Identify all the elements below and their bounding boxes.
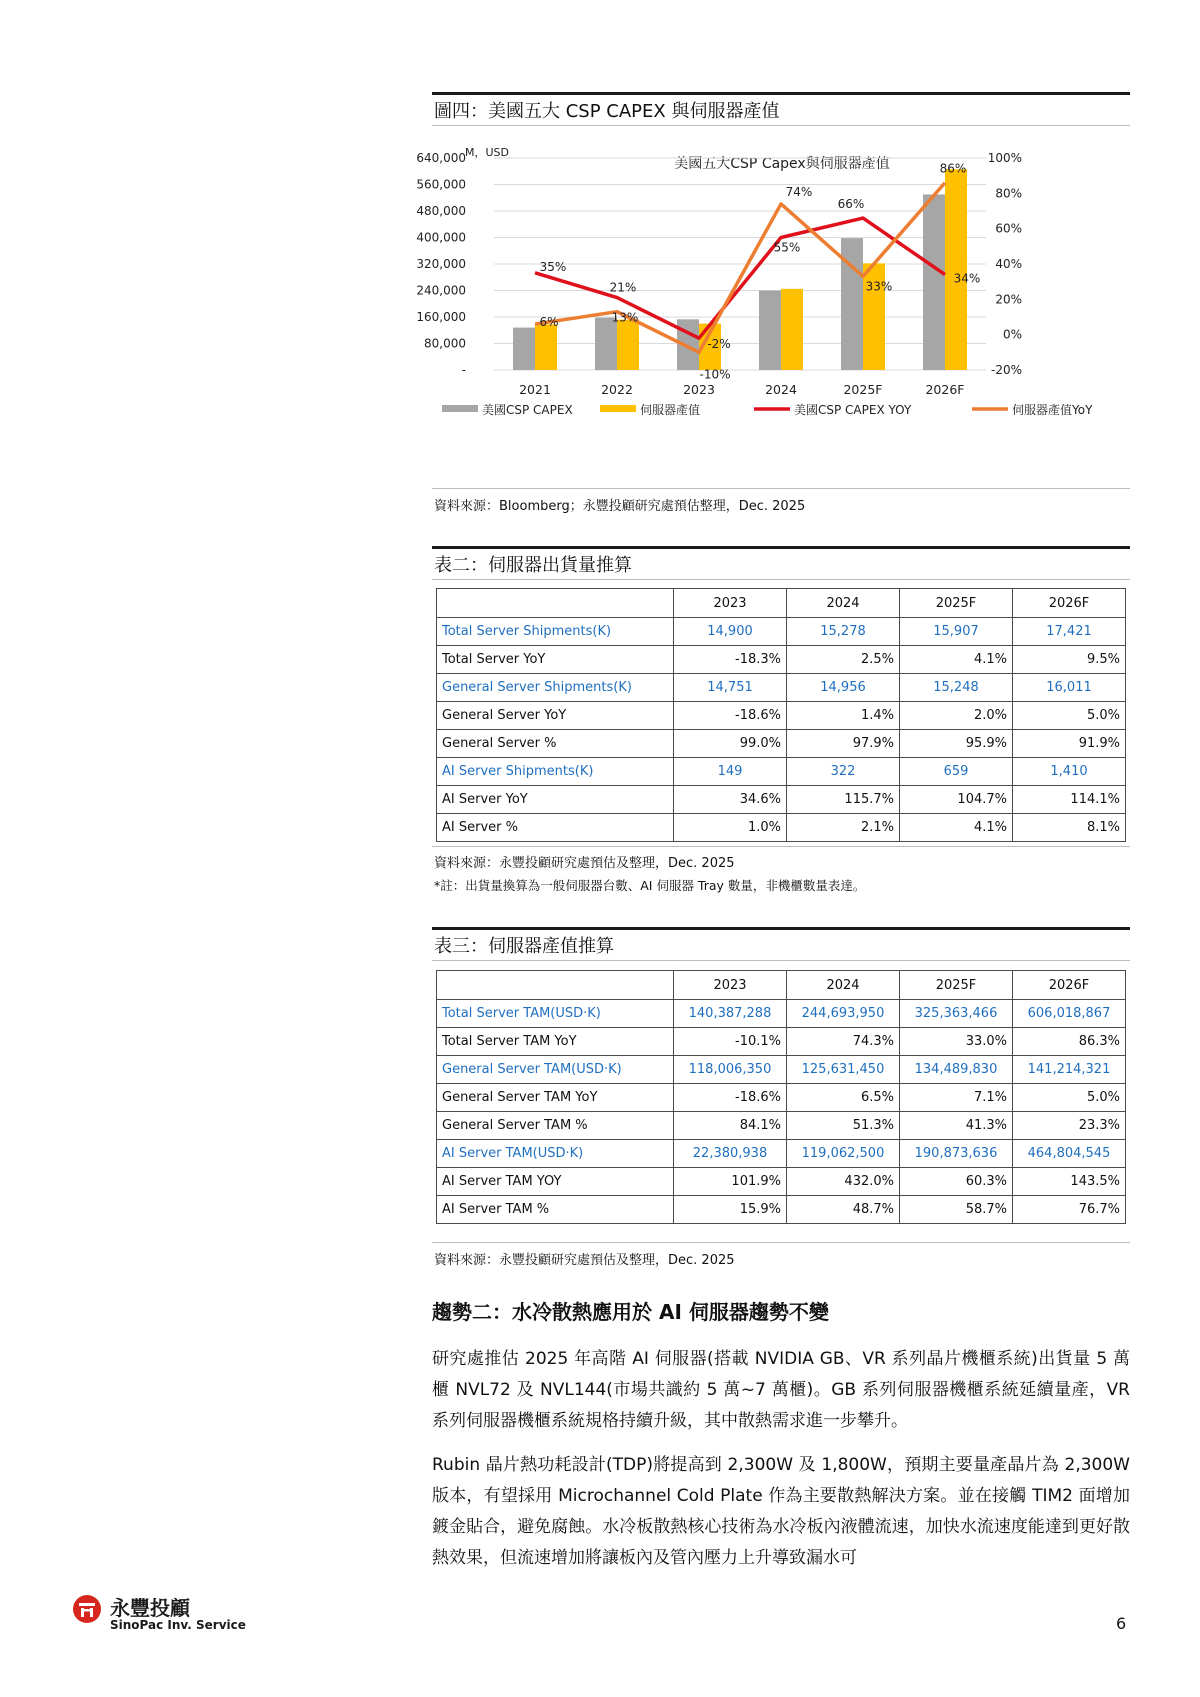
legend-label: 伺服器產值 <box>640 403 701 417</box>
body-paragraph-1: 研究處推估 2025 年高階 AI 伺服器(搭載 NVIDIA GB、VR 系列晶片機櫃系統)出貨量 5 萬櫃 NVL72 及 NVL144(市場共識約 5 萬~7 萬櫃)。GB 系列伺服器機櫃系統延續量產，VR 系列伺服器機櫃系統規格持續升級，其中散熱需求進一步攀升。 <box>432 1349 1130 1431</box>
table-cell: 1,410 <box>1013 758 1126 786</box>
table-cell: -18.3% <box>674 646 787 674</box>
table-row <box>437 1112 1126 1140</box>
table-cell: -10.1% <box>674 1028 787 1056</box>
row-label: General Server TAM(USD‧K) <box>437 1056 674 1084</box>
table-header-row <box>437 971 1126 1000</box>
x-category-label: 2025F <box>843 382 883 397</box>
table-cell: 325,363,466 <box>900 1000 1013 1028</box>
capex-bar <box>923 194 945 370</box>
table-row <box>437 786 1126 814</box>
table-cell: 5.0% <box>1013 1084 1126 1112</box>
data-label: 74% <box>785 184 813 199</box>
capex-server-chart <box>416 134 1130 474</box>
chart-left-axis-unit: M，USD <box>465 146 509 159</box>
data-label: 6% <box>539 315 559 330</box>
table-cell: 17,421 <box>1013 618 1126 646</box>
row-label: AI Server YoY <box>437 786 674 814</box>
table-cell: 6.5% <box>787 1084 900 1112</box>
table-cell: 659 <box>900 758 1013 786</box>
data-label: 35% <box>539 259 567 274</box>
server-shipments-table <box>436 588 1126 842</box>
capex-bar <box>759 291 781 371</box>
table-row <box>437 1028 1126 1056</box>
right-tick-label: 60% <box>995 221 1022 236</box>
table-cell: 48.7% <box>787 1196 900 1224</box>
table-cell: 118,006,350 <box>674 1056 787 1084</box>
legend-label: 美國CSP CAPEX YOY <box>794 403 912 417</box>
column-header <box>437 971 674 1000</box>
row-label: AI Server % <box>437 814 674 842</box>
table-row <box>437 702 1126 730</box>
right-tick-label: -20% <box>990 363 1022 377</box>
table-cell: 22,380,938 <box>674 1140 787 1168</box>
row-label: General Server YoY <box>437 702 674 730</box>
server-value-bar <box>945 169 967 370</box>
table-row <box>437 646 1126 674</box>
table-cell: 140,387,288 <box>674 1000 787 1028</box>
table-cell: 143.5% <box>1013 1168 1126 1196</box>
table-cell: 134,489,830 <box>900 1056 1013 1084</box>
server-value-bar <box>535 324 557 370</box>
table-cell: 16,011 <box>1013 674 1126 702</box>
chart-right-axis <box>988 151 1022 377</box>
data-label: 34% <box>953 271 981 286</box>
capex-bar <box>595 318 617 370</box>
table-cell: -18.6% <box>674 1084 787 1112</box>
table-cell: 14,751 <box>674 674 787 702</box>
capex-bar <box>513 328 535 370</box>
left-tick-label: 640,000 <box>416 151 466 165</box>
table-cell: 15.9% <box>674 1196 787 1224</box>
table-cell: -18.6% <box>674 702 787 730</box>
column-header <box>437 589 674 618</box>
logo-english-name: SinoPac Inv. Service <box>110 1618 246 1632</box>
table-cell: 91.9% <box>1013 730 1126 758</box>
x-category-label: 2026F <box>925 382 965 397</box>
table-cell: 244,693,950 <box>787 1000 900 1028</box>
company-logo <box>72 1592 272 1636</box>
column-header: 2025F <box>900 589 1013 618</box>
legend-swatch <box>442 405 478 412</box>
legend-label: 美國CSP CAPEX <box>482 403 573 417</box>
table-cell: 58.7% <box>900 1196 1013 1224</box>
table-cell: 432.0% <box>787 1168 900 1196</box>
column-header: 2026F <box>1013 971 1126 1000</box>
table-cell: 15,278 <box>787 618 900 646</box>
figure4-caption: 圖四：美國五大 CSP CAPEX 與伺服器產值 <box>432 92 1130 126</box>
data-label: -10% <box>699 367 731 382</box>
left-tick-label: 160,000 <box>416 310 466 324</box>
table-cell: 2.5% <box>787 646 900 674</box>
sinopac-logo-icon <box>72 1594 102 1624</box>
x-category-label: 2024 <box>765 382 797 397</box>
row-label: Total Server TAM(USD‧K) <box>437 1000 674 1028</box>
table-cell: 149 <box>674 758 787 786</box>
row-label: General Server TAM YoY <box>437 1084 674 1112</box>
table-cell: 104.7% <box>900 786 1013 814</box>
column-header: 2024 <box>787 589 900 618</box>
table-row <box>437 1140 1126 1168</box>
right-tick-label: 100% <box>987 151 1022 165</box>
column-header: 2025F <box>900 971 1013 1000</box>
data-label: 66% <box>837 197 865 212</box>
table-cell: 119,062,500 <box>787 1140 900 1168</box>
table-cell: 1.0% <box>674 814 787 842</box>
table3-caption: 表三：伺服器產值推算 <box>432 927 1130 961</box>
table-cell: 15,907 <box>900 618 1013 646</box>
table-cell: 101.9% <box>674 1168 787 1196</box>
data-label: 13% <box>611 310 639 325</box>
row-label: AI Server Shipments(K) <box>437 758 674 786</box>
data-label: 86% <box>939 161 967 176</box>
table-row <box>437 758 1126 786</box>
right-tick-label: 0% <box>1002 327 1022 342</box>
right-tick-label: 80% <box>995 186 1022 201</box>
table-cell: 14,956 <box>787 674 900 702</box>
table-cell: 97.9% <box>787 730 900 758</box>
column-header: 2026F <box>1013 589 1126 618</box>
right-tick-label: 20% <box>995 292 1022 307</box>
left-tick-label: 480,000 <box>416 204 466 218</box>
table-cell: 1.4% <box>787 702 900 730</box>
left-tick-label: - <box>461 363 466 377</box>
figure4-source: 資料來源：Bloomberg；永豐投顧研究處預估整理，Dec. 2025 <box>434 499 806 514</box>
table-cell: 60.3% <box>900 1168 1013 1196</box>
table-cell: 606,018,867 <box>1013 1000 1126 1028</box>
row-label: General Server TAM % <box>437 1112 674 1140</box>
x-category-label: 2023 <box>683 382 715 397</box>
column-header: 2023 <box>674 971 787 1000</box>
table-cell: 141,214,321 <box>1013 1056 1126 1084</box>
row-label: AI Server TAM % <box>437 1196 674 1224</box>
table-cell: 5.0% <box>1013 702 1126 730</box>
table-row <box>437 674 1126 702</box>
chart-legend <box>442 402 1093 417</box>
chart-gridlines <box>494 158 986 370</box>
section-heading: 趨勢二：水冷散熱應用於 AI 伺服器趨勢不變 <box>432 1300 829 1324</box>
table-cell: 115.7% <box>787 786 900 814</box>
chart-left-axis <box>416 151 466 377</box>
table-cell: 34.6% <box>674 786 787 814</box>
right-tick-label: 40% <box>995 257 1022 271</box>
table2-caption: 表二：伺服器出貨量推算 <box>432 546 1130 580</box>
table-cell: 74.3% <box>787 1028 900 1056</box>
data-label: -2% <box>707 337 731 352</box>
chart-title: 美國五大CSP Capex與伺服器產值 <box>674 156 890 172</box>
table-cell: 114.1% <box>1013 786 1126 814</box>
table-cell: 9.5% <box>1013 646 1126 674</box>
data-label: 21% <box>609 280 637 295</box>
table-cell: 33.0% <box>900 1028 1013 1056</box>
table-cell: 51.3% <box>787 1112 900 1140</box>
data-label: 55% <box>773 240 801 255</box>
table-row <box>437 1196 1126 1224</box>
row-label: General Server % <box>437 730 674 758</box>
table-cell: 14,900 <box>674 618 787 646</box>
server-tam-table <box>436 970 1126 1224</box>
row-label: Total Server Shipments(K) <box>437 618 674 646</box>
column-header: 2023 <box>674 589 787 618</box>
table-cell: 125,631,450 <box>787 1056 900 1084</box>
server-value-bar <box>617 320 639 370</box>
left-tick-label: 80,000 <box>424 336 466 351</box>
legend-label: 伺服器產值YoY <box>1012 403 1093 417</box>
table-row <box>437 1000 1126 1028</box>
left-tick-label: 320,000 <box>416 257 466 271</box>
table-cell: 7.1% <box>900 1084 1013 1112</box>
table-cell: 2.0% <box>900 702 1013 730</box>
table-cell: 86.3% <box>1013 1028 1126 1056</box>
table-row <box>437 814 1126 842</box>
row-label: AI Server TAM(USD‧K) <box>437 1140 674 1168</box>
table-cell: 464,804,545 <box>1013 1140 1126 1168</box>
table-row <box>437 1084 1126 1112</box>
table-cell: 95.9% <box>900 730 1013 758</box>
table-cell: 41.3% <box>900 1112 1013 1140</box>
data-label: 33% <box>865 279 893 294</box>
table-row <box>437 1056 1126 1084</box>
table2-source: 資料來源：永豐投顧研究處預估及整理，Dec. 2025 <box>434 856 735 871</box>
table-cell: 4.1% <box>900 646 1013 674</box>
body-paragraph-2: Rubin 晶片熱功耗設計(TDP)將提高到 2,300W 及 1,800W，預期主要量產晶片為 2,300W 版本，有望採用 Microchannel Cold Plate 作為主要散熱解決方案。並在接觸 TIM2 面增加鍍金貼合，避免腐蝕。水冷板散熱核心技術為水冷板內液體流速，加快水流速度能達到更好散熱效果，但流速增加將讓板內及管內壓力上升導致漏水可 <box>432 1455 1130 1568</box>
table3-source: 資料來源：永豐投顧研究處預估及整理，Dec. 2025 <box>434 1253 735 1268</box>
table-cell: 23.3% <box>1013 1112 1126 1140</box>
table-cell: 8.1% <box>1013 814 1126 842</box>
table-cell: 4.1% <box>900 814 1013 842</box>
table-cell: 76.7% <box>1013 1196 1126 1224</box>
row-label: AI Server TAM YOY <box>437 1168 674 1196</box>
x-category-label: 2021 <box>519 382 551 397</box>
row-label: Total Server YoY <box>437 646 674 674</box>
x-category-label: 2022 <box>601 382 633 397</box>
chart-x-axis <box>519 382 964 397</box>
table-header-row <box>437 589 1126 618</box>
row-label: General Server Shipments(K) <box>437 674 674 702</box>
table-row <box>437 730 1126 758</box>
table-cell: 15,248 <box>900 674 1013 702</box>
server-value-bar <box>781 289 803 370</box>
left-tick-label: 560,000 <box>416 177 466 192</box>
legend-swatch <box>600 405 636 412</box>
column-header: 2024 <box>787 971 900 1000</box>
table-cell: 322 <box>787 758 900 786</box>
row-label: Total Server TAM YoY <box>437 1028 674 1056</box>
left-tick-label: 240,000 <box>416 283 466 298</box>
chart-bars <box>513 169 967 370</box>
left-tick-label: 400,000 <box>416 230 466 245</box>
table-cell: 99.0% <box>674 730 787 758</box>
table2-note: *註：出貨量換算為一般伺服器台數、AI 伺服器 Tray 數量，非機櫃數量表達。 <box>434 878 866 893</box>
table-cell: 190,873,636 <box>900 1140 1013 1168</box>
logo-chinese-name: 永豐投顧 <box>110 1596 190 1620</box>
table-row <box>437 1168 1126 1196</box>
table-row <box>437 618 1126 646</box>
table-cell: 2.1% <box>787 814 900 842</box>
page-number: 6 <box>1116 1614 1127 1633</box>
table-cell: 84.1% <box>674 1112 787 1140</box>
